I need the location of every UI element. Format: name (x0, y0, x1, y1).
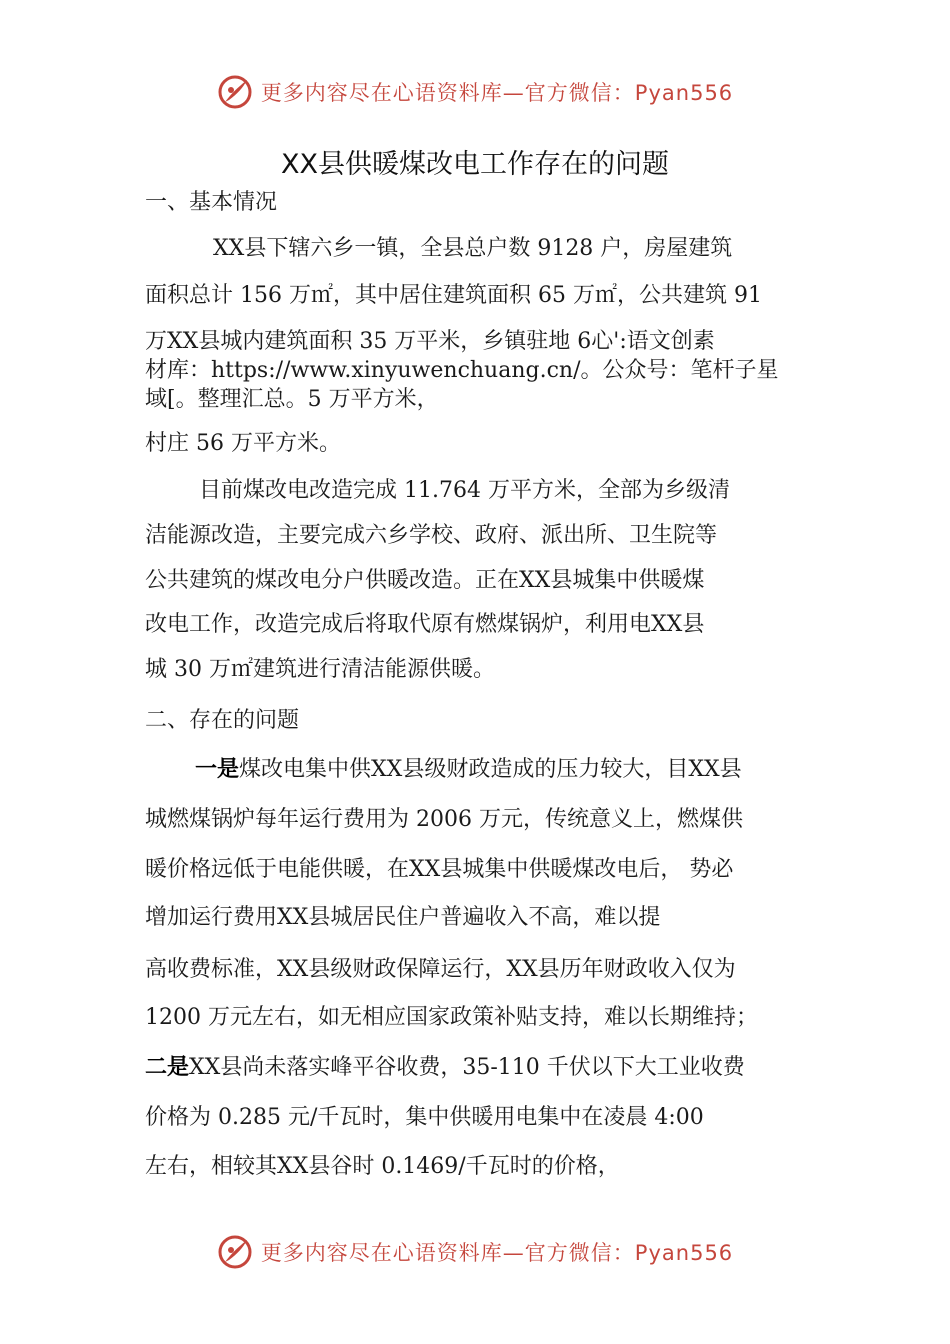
lead-two: 二是 (145, 1055, 190, 1080)
paragraph-line (195, 755, 742, 785)
banner-text: 更多内容尽在心语资料库—官方微信：Pyan556 (260, 81, 734, 105)
lead-one-text: 煤改电集中供XX县级财政造成的压力较大，目XX县 (239, 757, 742, 782)
paragraph-line: 域[。整理汇总。5 万平方米， (145, 387, 439, 412)
paragraph-line: 公共建筑的煤改电分户供暖改造。正在XX县城集中供暖煤 (145, 568, 705, 593)
quill-circle-icon (217, 74, 253, 110)
paragraph-line: 改电工作，改造完成后将取代原有燃煤锅炉，利用电XX县 (145, 612, 705, 637)
paragraph-line: 1200 万元左右，如无相应国家政策补贴支持，难以长期维持； (145, 1005, 758, 1030)
section-heading-problems: 二、存在的问题 (145, 708, 300, 733)
footer-banner (0, 1232, 950, 1272)
header-banner (0, 72, 950, 112)
section-heading-basic: 一、基本情况 (145, 190, 278, 215)
paragraph-line: XX县下辖六乡一镇，全县总户数 9128 户，房屋建筑 (213, 236, 733, 261)
paragraph-line (145, 1053, 745, 1083)
banner-text: 更多内容尽在心语资料库—官方微信：Pyan556 (260, 1241, 734, 1265)
paragraph-line: 城燃煤锅炉每年运行费用为 2006 万元，传统意义上，燃煤供 (145, 807, 743, 832)
paragraph-line: 左右，相较其XX县谷时 0.1469/千瓦时的价格， (145, 1154, 620, 1179)
paragraph-line: 增加运行费用XX县城居民住户普遍收入不高，难以提 (145, 905, 661, 930)
paragraph-line: 洁能源改造，主要完成六乡学校、政府、派出所、卫生院等 (145, 523, 718, 548)
paragraph-line: 价格为 0.285 元/千瓦时，集中供暖用电集中在凌晨 4:00 (145, 1105, 704, 1130)
lead-two-text: XX县尚未落实峰平谷收费，35-110 千伏以下大工业收费 (189, 1055, 745, 1080)
paragraph-line: 材库：https://www.xinyuwenchuang.cn/。公众号：笔杆子星 (145, 358, 779, 383)
page-title: XX县供暖煤改电工作存在的问题 (281, 149, 669, 180)
paragraph-line: 村庄 56 万平方米。 (145, 431, 341, 456)
paragraph-line: 万XX县城内建筑面积 35 万平米，乡镇驻地 6心':语文创素 (145, 329, 715, 354)
lead-one: 一是 (195, 757, 240, 782)
paragraph-line: 暖价格远低于电能供暖，在XX县城集中供暖煤改电后， 势必 (145, 857, 734, 882)
quill-circle-icon (217, 1234, 253, 1270)
paragraph-line: 高收费标准，XX县级财政保障运行，XX县历年财政收入仅为 (145, 957, 736, 982)
paragraph-line: 目前煤改电改造完成 11.764 万平方米，全部为乡级清 (199, 478, 730, 503)
paragraph-line: 城 30 万㎡建筑进行清洁能源供暖。 (145, 657, 495, 682)
paragraph-line: 面积总计 156 万㎡，其中居住建筑面积 65 万㎡，公共建筑 91 (145, 283, 762, 308)
